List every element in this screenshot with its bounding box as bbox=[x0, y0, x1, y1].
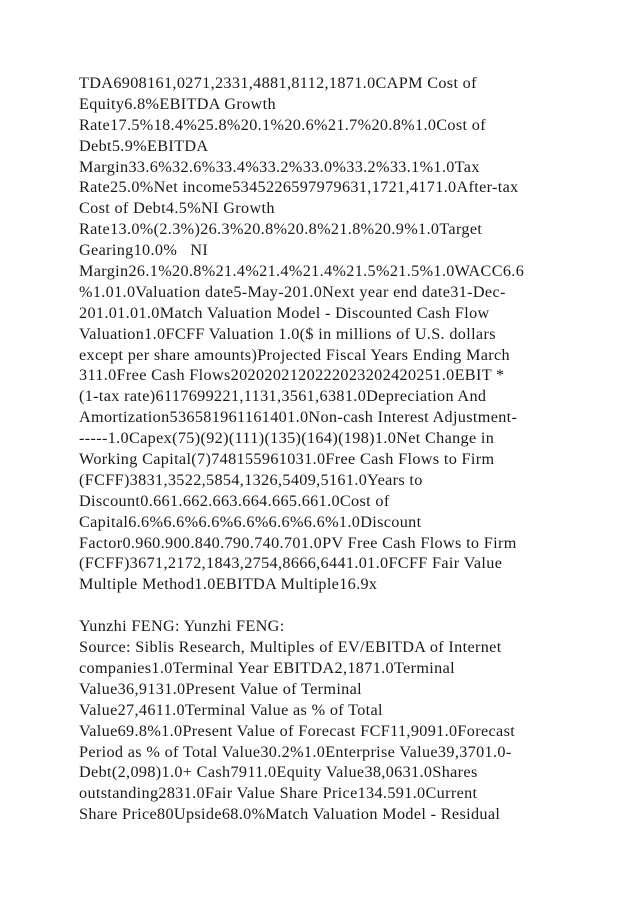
text-line: Debt5.9%EBITDA bbox=[79, 136, 209, 155]
text-line: Source: Siblis Research, Multiples of EV/EBITDA of Internet bbox=[79, 638, 502, 657]
text-line: 201.01.01.0Match Valuation Model - Discounted Cash Flow bbox=[79, 303, 490, 322]
text-line: Value69.8%1.0Present Value of Forecast FCF11,9091.0Forecast bbox=[79, 721, 516, 740]
text-line: Rate13.0%(2.3%)26.3%20.8%20.8%21.8%20.9%1.0Target bbox=[79, 220, 483, 239]
text-line: Margin26.1%20.8%21.4%21.4%21.4%21.5%21.5%1.0WACC6.6 bbox=[79, 262, 525, 281]
text-line: Multiple Method1.0EBITDA Multiple16.9x bbox=[79, 575, 378, 594]
paragraph-gap bbox=[79, 595, 579, 616]
text-line: (FCFF)3671,2172,1843,2754,8666,6441.01.0FCFF Fair Value bbox=[79, 554, 503, 573]
text-line: Discount0.661.662.663.664.665.661.0Cost of bbox=[79, 491, 390, 510]
text-line: %1.01.0Valuation date5-May-201.0Next year end date31-Dec- bbox=[79, 282, 506, 301]
text-line: Capital6.6%6.6%6.6%6.6%6.6%6.6%1.0Discount bbox=[79, 512, 422, 531]
text-line: Rate25.0%Net income5345226597979631,1721,4171.0After-tax bbox=[79, 178, 519, 197]
text-line: Equity6.8%EBITDA Growth bbox=[79, 94, 276, 113]
text-line: Gearing10.0% NI bbox=[79, 241, 209, 260]
text-line: Amortization536581961161401.0Non-cash Interest Adjustment- bbox=[79, 408, 518, 427]
text-line: Cost of Debt4.5%NI Growth bbox=[79, 199, 275, 218]
text-line: Rate17.5%18.4%25.8%20.1%20.6%21.7%20.8%1.0Cost of bbox=[79, 115, 486, 134]
text-line: companies1.0Terminal Year EBITDA2,1871.0Terminal bbox=[79, 658, 455, 677]
text-line: Factor0.960.900.840.790.740.701.0PV Free Cash Flows to Firm bbox=[79, 533, 517, 552]
text-line: except per share amounts)Projected Fiscal Years Ending March bbox=[79, 345, 510, 364]
text-line: Debt(2,098)1.0+ Cash7911.0Equity Value38,0631.0Shares bbox=[79, 763, 478, 782]
text-line: 311.0Free Cash Flows2020202120222023202420251.0EBIT * bbox=[79, 366, 505, 385]
text-line: Margin33.6%32.6%33.4%33.2%33.0%33.2%33.1%1.0Tax bbox=[79, 157, 480, 176]
text-line: outstanding2831.0Fair Value Share Price134.591.0Current bbox=[79, 784, 478, 803]
text-line: Value27,4611.0Terminal Value as % of Total bbox=[79, 700, 383, 719]
text-line: Yunzhi FENG: Yunzhi FENG: bbox=[79, 617, 285, 636]
text-line: -----1.0Capex(75)(92)(111)(135)(164)(198)1.0Net Change in bbox=[79, 429, 495, 448]
text-line: (1-tax rate)6117699221,1131,3561,6381.0Depreciation And bbox=[79, 387, 487, 406]
document-text bbox=[79, 73, 579, 825]
text-line: Working Capital(7)748155961031.0Free Cash Flows to Firm bbox=[79, 450, 495, 469]
paragraph-1 bbox=[79, 73, 579, 595]
paragraph-2 bbox=[79, 616, 579, 825]
text-line: Period as % of Total Value30.2%1.0Enterprise Value39,3701.0- bbox=[79, 742, 512, 761]
text-line: Share Price80Upside68.0%Match Valuation Model - Residual bbox=[79, 805, 501, 824]
text-line: (FCFF)3831,3522,5854,1326,5409,5161.0Years to bbox=[79, 470, 423, 489]
text-line: TDA6908161,0271,2331,4881,8112,1871.0CAPM Cost of bbox=[79, 74, 477, 92]
text-line: Valuation1.0FCFF Valuation 1.0($ in millions of U.S. dollars bbox=[79, 324, 496, 343]
text-line: Value36,9131.0Present Value of Terminal bbox=[79, 679, 362, 698]
